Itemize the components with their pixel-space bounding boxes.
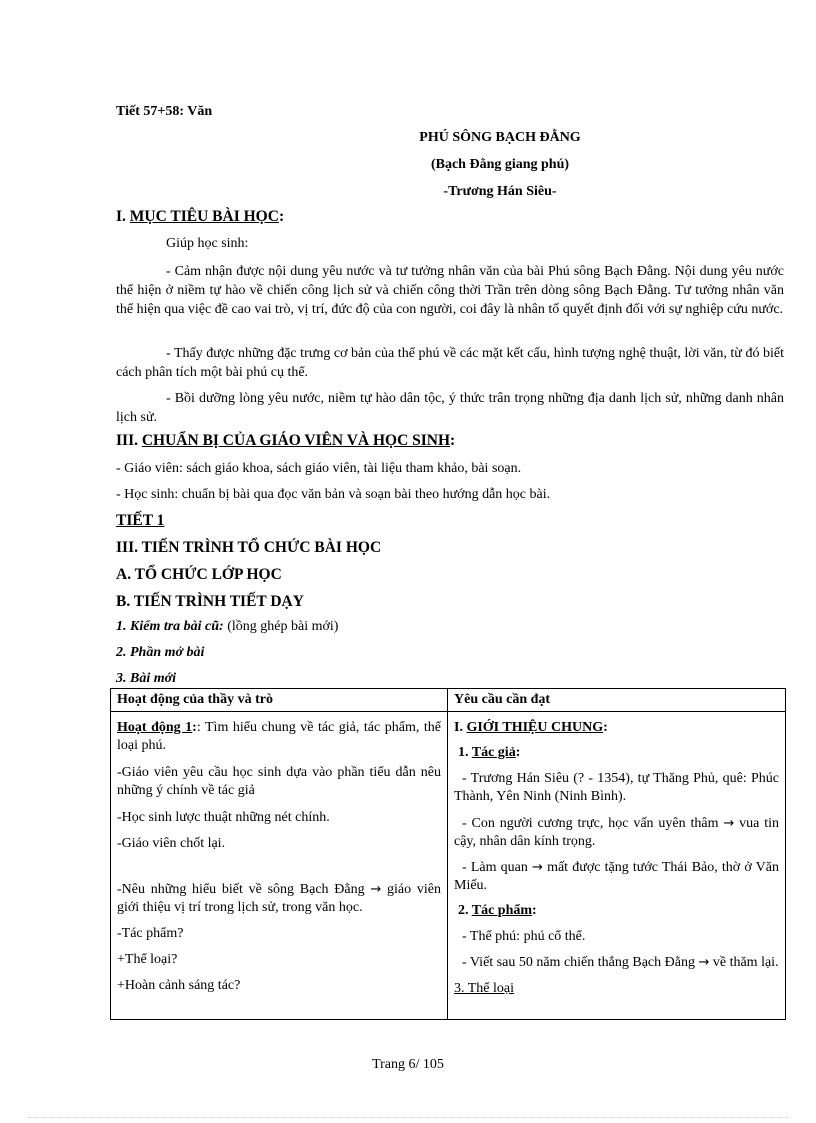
author-subheading-suffix: :	[515, 745, 521, 760]
author-line-2a: - Con người cương trực, học vấn uyên thâm	[462, 816, 724, 831]
author-subheading-text: Tác giả	[471, 745, 516, 760]
activity-line-1: -Giáo viên yêu cầu học sinh dựa vào phần tiểu dẫn nêu những ý chính về tác giả	[117, 765, 441, 798]
section-1-heading	[116, 208, 284, 226]
section-2-heading	[116, 432, 455, 450]
author-line-2b: vua tin cậy, nhân dân kính trọng.	[454, 816, 780, 849]
activities-cell	[111, 712, 448, 1020]
author-line-2	[454, 815, 779, 851]
activity-1-label: Hoạt động 1	[117, 720, 193, 735]
activity-1-text: : Tìm hiểu chung về tác giả, tác phẩm, thể loại phú.	[117, 720, 441, 753]
activity-line-5: -Tác phẩm?	[117, 926, 184, 941]
col-header-requirements: Yêu cầu cần đạt	[448, 689, 786, 712]
work-line-2a: - Viết sau 50 năm chiến thắng Bạch Đằng	[462, 955, 699, 970]
section-2-student: - Học sinh: chuẩn bị bài qua đọc văn bản và soạn bài theo hướng dẫn học bài.	[116, 487, 551, 502]
work-subheading	[454, 902, 779, 920]
right-arrow-icon: →	[532, 860, 543, 875]
section-1-paragraph-3: - Bồi dưỡng lòng yêu nước, niềm tự hào dân tộc, ý thức trân trọng những địa danh lịch sử, những danh nhân lịch sử.	[116, 391, 784, 425]
genre-subheading: 3. Thể loại	[454, 981, 515, 996]
activity-line-4	[117, 881, 441, 917]
class-org-heading: A. TỔ CHỨC LỚP HỌC	[116, 566, 282, 583]
tiet-heading: TIẾT 1	[116, 512, 165, 529]
right-arrow-icon: →	[723, 816, 735, 831]
section-2-heading-text: CHUẨN BỊ CỦA GIÁO VIÊN VÀ HỌC SINH	[141, 432, 451, 449]
activity-table	[110, 688, 786, 1020]
intro-heading-suffix: :	[603, 720, 608, 735]
item-3: 3. Bài mới	[116, 671, 177, 686]
section-1-paragraph-2: - Thấy được những đặc trưng cơ bản của thể phú về các mặt kết cấu, hình tượng nghệ thuật, lời văn, từ đó biết cách phân tích một bài phú cụ thể.	[116, 346, 784, 380]
item-2: 2. Phần mở bài	[116, 645, 205, 660]
intro-heading-text: GIỚI THIỆU CHUNG	[466, 720, 604, 735]
author-line-3	[454, 859, 779, 895]
process-heading: III. TIẾN TRÌNH TỔ CHỨC BÀI HỌC	[116, 539, 382, 556]
work-subheading-prefix: 2.	[458, 903, 472, 918]
item-1-label: 1. Kiểm tra bài cũ:	[116, 619, 224, 634]
doc-author: -Trương Hán Siêu-	[443, 184, 557, 199]
section-1-heading-text: MỤC TIÊU BÀI HỌC	[129, 208, 279, 225]
intro-heading-prefix: I.	[454, 720, 467, 735]
requirements-cell	[448, 712, 786, 1020]
work-line-2b: về thăm lại.	[709, 955, 779, 970]
lesson-process-heading: B. TIẾN TRÌNH TIẾT DẠY	[116, 593, 304, 610]
activity-line-4b: giáo viên giới thiệu vị trí trong lịch sử, trong văn học.	[117, 882, 441, 915]
doc-title: PHÚ SÔNG BẠCH ĐẰNG	[419, 130, 581, 145]
work-line-2	[454, 954, 779, 972]
activity-line-7: +Hoàn cảnh sáng tác?	[117, 978, 241, 993]
author-subheading-prefix: 1.	[458, 745, 472, 760]
work-subheading-text: Tác phẩm	[471, 903, 533, 918]
section-1-heading-suffix: :	[278, 208, 285, 225]
page-number: Trang 6/ 105	[372, 1057, 444, 1072]
activity-line-3: -Giáo viên chốt lại.	[117, 836, 226, 851]
author-line-3b: mất được tặng tước Thái Bảo, thờ ở Văn Miếu.	[454, 860, 779, 893]
work-subheading-suffix: :	[532, 903, 537, 918]
section-2-teacher: - Giáo viên: sách giáo khoa, sách giáo viên, tài liệu tham khảo, bài soạn.	[116, 461, 522, 476]
work-line-1: - Thể phú: phú cổ thể.	[462, 929, 586, 944]
activity-line-4a: -Nêu những hiểu biết về sông Bạch Đằng	[117, 882, 371, 897]
item-1-text: (lồng ghép bài mới)	[223, 619, 339, 634]
section-2-heading-suffix: :	[450, 432, 456, 449]
right-arrow-icon: →	[698, 955, 710, 970]
activity-line-6: +Thể loại?	[117, 952, 178, 967]
table-row	[111, 712, 786, 1020]
section-1-paragraph-1: - Cảm nhận được nội dung yêu nước và tư tưởng nhân văn của bài Phú sông Bạch Đằng. Nội dung yêu nước thể hiện ở niềm tự hào về chiến công lịch sử và chiến công thời Trần trên dòng sông Bạch Đằng. Tư tưởng nhân văn thể hiện qua việc đề cao vai trò, vị trí, đức độ của con người, coi đây là nhân tố quyết định đối với sự nghiệp cứu nước.	[116, 264, 784, 317]
section-1-heading-prefix: I.	[116, 208, 130, 225]
author-line-3a: - Làm quan	[462, 860, 533, 875]
right-arrow-icon: →	[370, 882, 382, 897]
doc-subtitle: (Bạch Đằng giang phú)	[430, 157, 570, 172]
table-header-row	[111, 689, 786, 712]
item-1	[116, 619, 338, 635]
section-2-heading-prefix: III.	[116, 432, 142, 449]
page-bottom-divider	[28, 1117, 788, 1118]
author-line-1: - Trương Hán Siêu (? - 1354), tự Thăng Phủ, quê: Phúc Thành, Yên Ninh (Ninh Bình).	[454, 771, 779, 804]
activity-1: Hoạt động 1:: Tìm hiểu chung về tác giả, tác phẩm, thể loại phú.	[117, 720, 441, 753]
activity-line-2: -Học sinh lược thuật những nét chính.	[117, 810, 330, 825]
author-subheading	[454, 744, 779, 762]
col-header-activities: Hoạt động của thầy và trò	[111, 689, 448, 712]
lesson-label: Tiết 57+58: Văn	[116, 104, 213, 119]
intro-heading	[454, 719, 779, 737]
section-1-intro: Giúp học sinh:	[166, 236, 249, 251]
